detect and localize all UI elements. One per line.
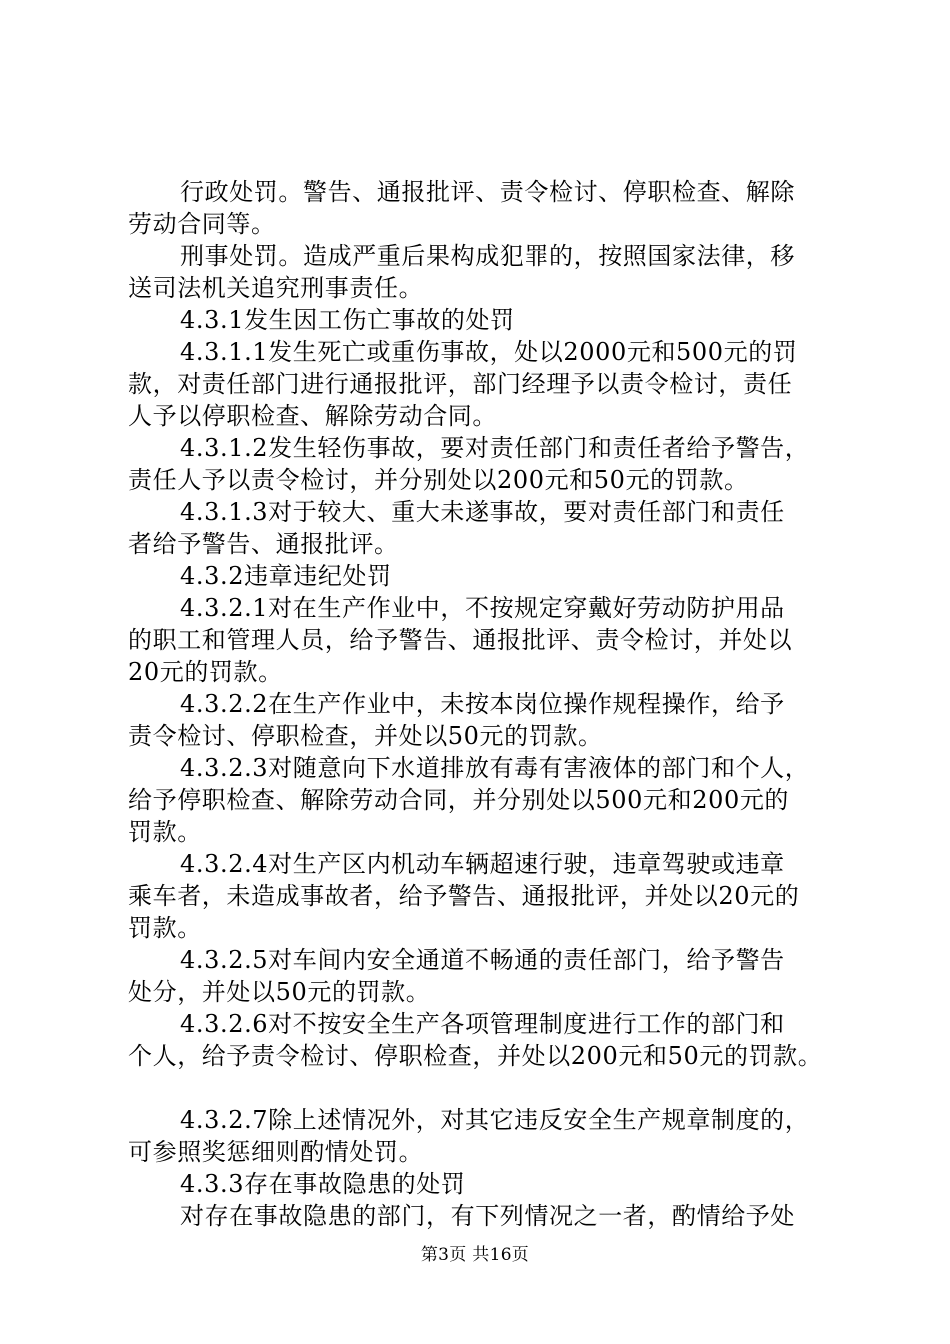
text-line: 送司法机关追究刑事责任。 [128, 274, 424, 302]
text-line: 4.3.2.5对车间内安全通道不畅通的责任部门，给予警告 [180, 946, 785, 974]
section-heading: 4.3.1发生因工伤亡事故的处罚 [180, 306, 515, 334]
text-line: 20元的罚款。 [128, 658, 283, 686]
text-line: 的职工和管理人员，给予警告、通报批评、责令检讨，并处以 [128, 626, 793, 654]
page-footer [0, 1244, 950, 1266]
text-line: 4.3.2.4对生产区内机动车辆超速行驶，违章驾驶或违章 [180, 850, 785, 878]
text-line: 款，对责任部门进行通报批评，部门经理予以责令检讨，责任 [128, 370, 793, 398]
text-line: 4.3.1.2发生轻伤事故，要对责任部门和责任者给予警告， [180, 434, 810, 462]
text-line: 给予停职检查、解除劳动合同，并分别处以500元和200元的 [128, 786, 790, 814]
text-line: 4.3.1.3对于较大、重大未遂事故，要对责任部门和责任 [180, 498, 785, 526]
text-line: 乘车者，未造成事故者，给予警告、通报批评，并处以20元的 [128, 882, 800, 910]
text-line: 个人，给予责令检讨、停职检查，并处以200元和50元的罚款。 [128, 1042, 823, 1070]
text-line: 4.3.2.2在生产作业中，未按本岗位操作规程操作，给予 [180, 690, 785, 718]
text-line: 责任人予以责令检讨，并分别处以200元和50元的罚款。 [128, 466, 749, 494]
text-line: 劳动合同等。 [128, 210, 276, 238]
text-line: 4.3.2.6对不按安全生产各项管理制度进行工作的部门和 [180, 1010, 785, 1038]
text-line: 罚款。 [128, 818, 202, 846]
text-line: 人予以停职检查、解除劳动合同。 [128, 402, 497, 430]
text-line: 4.3.2.7除上述情况外，对其它违反安全生产规章制度的， [180, 1106, 810, 1134]
section-heading: 4.3.2违章违纪处罚 [180, 562, 392, 590]
text-line: 4.3.1.1发生死亡或重伤事故，处以2000元和500元的罚 [180, 338, 798, 366]
blank-line [128, 1072, 838, 1104]
text-line: 行政处罚。警告、通报批评、责令检讨、停职检查、解除 [180, 178, 795, 206]
text-line: 对存在事故隐患的部门，有下列情况之一者，酌情给予处 [180, 1202, 795, 1230]
text-line: 4.3.2.1对在生产作业中，不按规定穿戴好劳动防护用品 [180, 594, 785, 622]
text-line: 罚款。 [128, 914, 202, 942]
text-line: 刑事处罚。造成严重后果构成犯罪的，按照国家法律，移 [180, 242, 795, 270]
body-text [128, 176, 838, 1232]
text-line: 责令检讨、停职检查，并处以50元的罚款。 [128, 722, 603, 750]
text-line: 可参照奖惩细则酌情处罚。 [128, 1138, 424, 1166]
page-number-label: 第3页 共16页 [420, 1245, 530, 1265]
text-line: 处分，并处以50元的罚款。 [128, 978, 431, 1006]
text-line: 4.3.2.3对随意向下水道排放有毒有害液体的部门和个人， [180, 754, 810, 782]
section-heading: 4.3.3存在事故隐患的处罚 [180, 1170, 466, 1198]
text-line: 者给予警告、通报批评。 [128, 530, 399, 558]
